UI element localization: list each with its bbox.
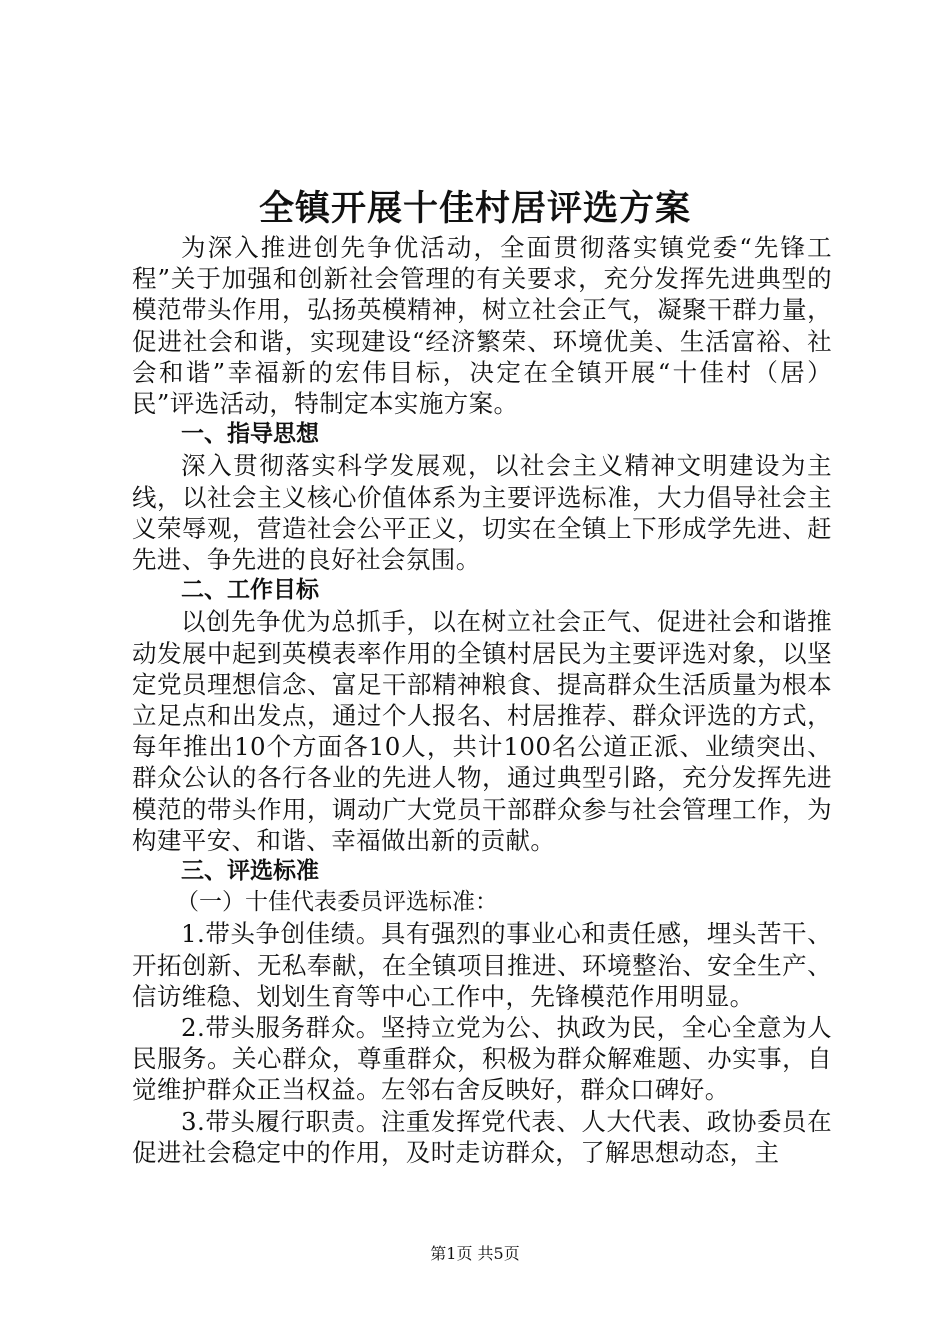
section-heading-selection-criteria: 三、评选标准 — [181, 858, 319, 885]
intro-paragraph: 为深入推进创先争优活动，全面贯彻落实镇党委“先锋工程”关于加强和创新社会管理的有关要求，充分发挥先进典型的模范带头作用，弘扬英模精神，树立社会正气，凝聚干群力量，促进社会和谐，实现建设“经济繁荣、环境优美、生活富裕、社会和谐”幸福新的宏伟目标，决定在全镇开展“十佳村（居）民”评选活动，特制定本实施方案。 — [132, 233, 832, 419]
section-heading-guiding-ideology: 一、指导思想 — [181, 421, 319, 448]
criteria-item-2: 2.带头服务群众。坚持立党为公、执政为民，全心全意为人民服务。关心群众，尊重群众，积极为群众解难题、办实事，自觉维护群众正当权益。左邻右舍反映好，群众口碑好。 — [132, 1013, 832, 1105]
document-body — [132, 232, 832, 1168]
criteria-item-3: 3.带头履行职责。注重发挥党代表、人大代表、政协委员在促进社会稳定中的作用，及时走访群众，了解思想动态，主 — [132, 1106, 832, 1167]
page-footer: 第1页 共5页 — [430, 1244, 520, 1263]
document-title: 全镇开展十佳村居评选方案 — [258, 189, 691, 229]
guiding-ideology-paragraph: 深入贯彻落实科学发展观，以社会主义精神文明建设为主线，以社会主义核心价值体系为主要评选标准，大力倡导社会主义荣辱观，营造社会公平正义，切实在全镇上下形成学先进、赶先进、争先进的良好社会氛围。 — [132, 451, 832, 575]
criteria-item-1: 1.带头争创佳绩。具有强烈的事业心和责任感，埋头苦干、开拓创新、无私奉献，在全镇项目推进、环境整治、安全生产、信访维稳、划划生育等中心工作中，先锋模范作用明显。 — [132, 919, 832, 1011]
section-heading-work-goals: 二、工作目标 — [181, 577, 319, 604]
work-goals-paragraph: 以创先争优为总抓手，以在树立社会正气、促进社会和谐推动发展中起到英模表率作用的全镇村居民为主要评选对象，以坚定党员理想信念、富足干部精神粮食、提高群众生活质量为根本立足点和出发点，通过个人报名、村居推荐、群众评选的方式，每年推出10个方面各10人，共计100名公道正派、业绩突出、群众公认的各行各业的先进人物，通过典型引路，充分发挥先进模范的带头作用，调动广大党员干部群众参与社会管理工作，为构建平安、和谐、幸福做出新的贡献。 — [132, 607, 832, 855]
sub-heading-representative-criteria: （一）十佳代表委员评选标准： — [176, 889, 498, 916]
